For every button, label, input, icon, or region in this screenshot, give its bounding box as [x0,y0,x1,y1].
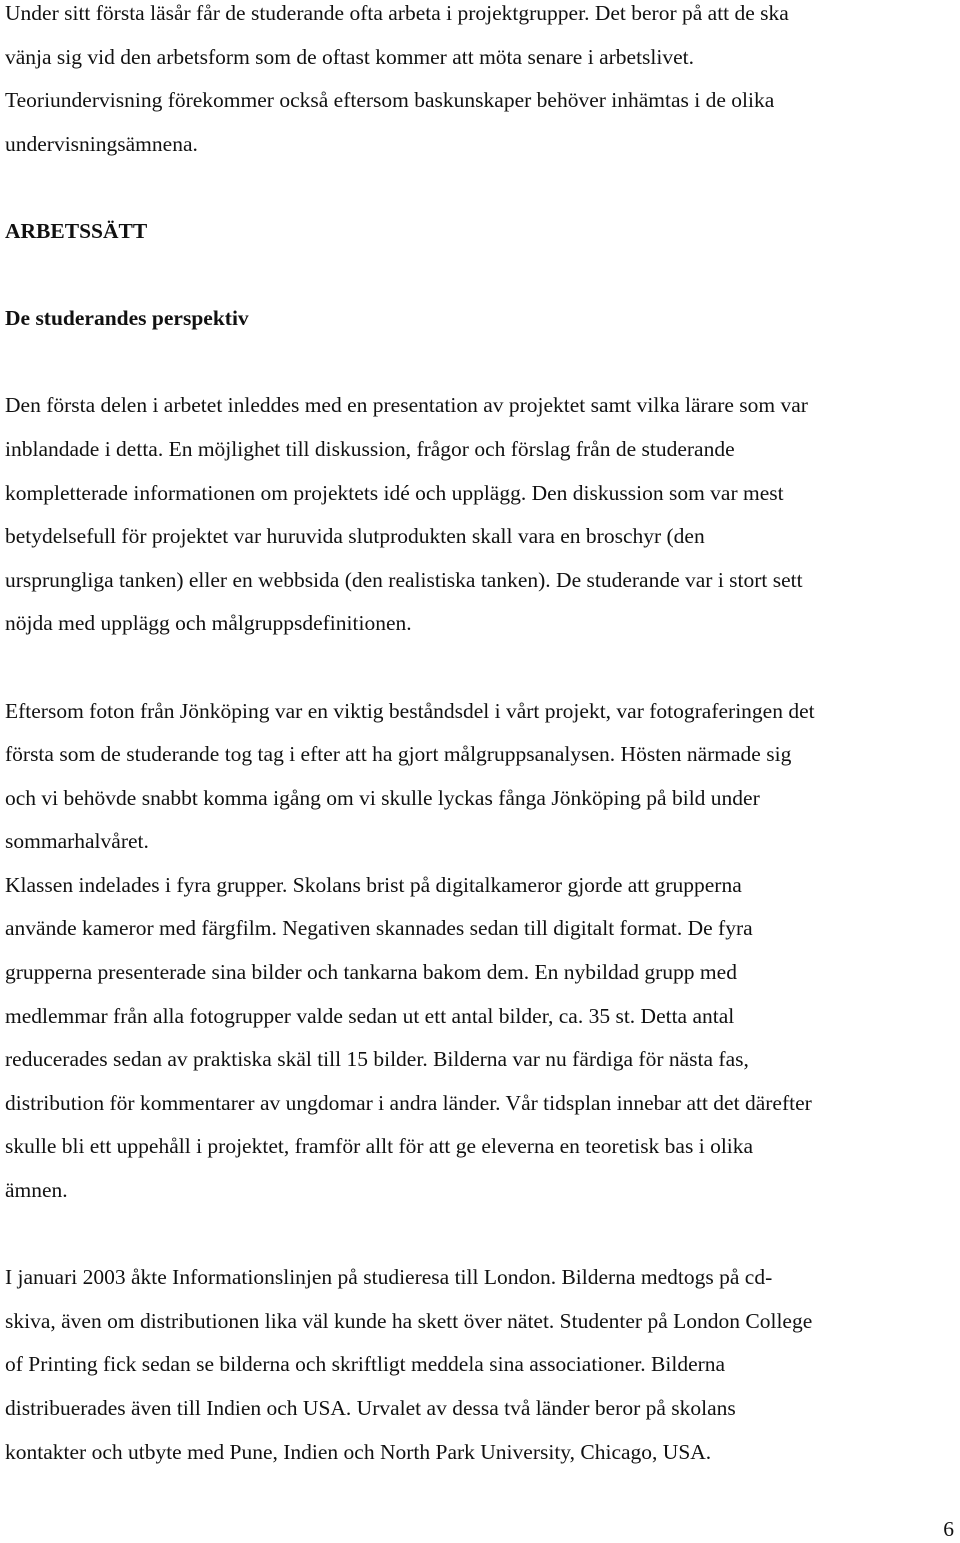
section-heading: ARBETSSÄTT [5,218,148,243]
paragraph-photography: Eftersom foton från Jönköping var en viktig beståndsdel i vårt projekt, var fotograferingen det första som de studerande tog tag i efter att ha gjort målgruppsanalysen. Hösten närmade sig och vi behövde snabbt komma igång om vi skulle lyckas fånga Jönköping på bild under sommarhalvåret. [5,698,815,854]
document-page [5,0,957,1474]
spacer [5,341,957,385]
spacer [5,254,957,298]
subheading: De studerandes perspektiv [5,306,249,331]
paragraph-presentation: Den första delen i arbetet inleddes med en presentation av projektet samt vilka lärare som var inblandade i detta. En möjlighet till diskussion, frågor och förslag från de studerande kompletterade informationen om projektets idé och upplägg. Den diskussion som var mest betydelsefull för projektet var huruvida slutprodukten skall vara en broschyr (den ursprungliga tanken) eller en webbsida (den realistiska tanken). De studerande var i stort sett nöjda med upplägg och målgruppsdefinitionen. [5,393,808,636]
page-number: 6 [943,1517,954,1541]
spacer [5,166,957,210]
paragraph-london: I januari 2003 åkte Informationslinjen på studieresa till London. Bilderna medtogs på cd- skiva, även om distributionen lika väl kunde ha skett över nätet. Studenter på London College of Printing fick sedan se bilderna och skriftligt meddela sina associationer. Bilderna distribuerades även till Indien och USA. Urvalet av dessa två länder beror på skolans kontakter och utbyte med Pune, Indien och North Park University, Chicago, USA. [5,1265,813,1464]
paragraph-groups: Klassen indelades i fyra grupper. Skolans brist på digitalkameror gjorde att grupperna använde kameror med färgfilm. Negativen skannades sedan till digitalt format. De fyra grupperna presenterade sina bilder och tankarna bakom dem. En nybildad grupp med medlemmar från alla fotogrupper valde sedan ut ett antal bilder, ca. 35 st. Detta antal reducerades sedan av praktiska skäl till 15 bilder. Bilderna var nu färdiga för nästa fas, distribution för kommentarer av ungdomar i andra länder. Vår tidsplan innebar att det därefter skulle bli ett uppehåll i projektet, framför allt för att ge eleverna en teoretisk bas i olika ämnen. [5,872,812,1203]
spacer [5,1213,957,1257]
intro-paragraph: Under sitt första läsår får de studerande ofta arbeta i projektgrupper. Det beror på att de ska vänja sig vid den arbetsform som de oftast kommer att möta senare i arbetslivet. Teoriundervisning förekommer också eftersom baskunskaper behöver inhämtas i de olika undervisningsämnena. [5,1,789,156]
spacer [5,646,957,690]
